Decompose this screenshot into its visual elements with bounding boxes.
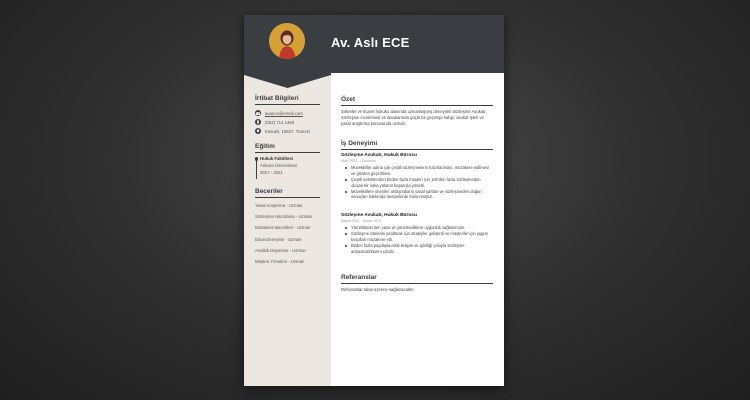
- skills-section-title: Beceriler: [255, 188, 283, 195]
- education-timeline-line: [256, 159, 257, 179]
- job-bullet-list: [345, 225, 493, 255]
- skills-divider: [255, 197, 320, 198]
- job-bullet: Çeşitli sektörlerden birden fazla müşteri için 100'den fazla sözleşmeden oluşan bir vaka yükünü başarıyla yönetti.: [345, 177, 493, 188]
- job-bullet: Yürürlükteki tüm yasa ve yönetmeliklere uygunluk sağlanmıştır.: [345, 225, 493, 231]
- job-bullet: Müvekkiller adına çok çeşitli sözleşmelerin hazırlanması, müzakere edilmesi ve gözden geçirilmesi.: [345, 165, 493, 176]
- skill-item: Yasal Araştırma - Uzman: [255, 203, 303, 208]
- skill-item: Müşteri Yönetimi - Uzman: [255, 259, 305, 264]
- sidebar-chevron-shape: [244, 72, 331, 88]
- contact-address: Kosueli, 19827, Turecki: [265, 128, 310, 134]
- location-pin-icon: [255, 128, 261, 134]
- job-bullet: Müvekkillere önerilen anlaşmaların yasal şartları ve sözleşmeden doğan sonuçları hakkında tavsiyelerde bulunmuştur.: [345, 189, 493, 200]
- skill-item: Analitik Düşünme - Uzman: [255, 248, 306, 253]
- contact-address-row: [255, 128, 310, 134]
- job-title: Sözleşme Avukatı, Hukuk Bürosu: [341, 153, 417, 158]
- skill-item: Sözleşme Hazırlama - Uzman: [255, 214, 313, 219]
- references-divider: [341, 283, 493, 284]
- references-section-title: Referanslar: [341, 274, 377, 281]
- email-icon: [255, 110, 261, 116]
- skill-item: Müzakere Becerileri - Uzman: [255, 225, 311, 230]
- job-bullet: Birden fazla paydaşla etkili iletişim ve işbirliği yoluyla sözleşme anlaşmazlıklarını çözdü.: [345, 243, 493, 254]
- job-title: Sözleşme Avukatı, Hukuk Bürosu: [341, 213, 417, 218]
- education-timeline-dot: [255, 157, 259, 161]
- education-divider: [255, 152, 320, 153]
- resume-name: Av. Aslı ECE: [331, 35, 410, 50]
- contact-email[interactable]: avaece@email.com: [265, 110, 303, 116]
- contact-email-row: [255, 110, 303, 116]
- job-bullet: Sözleşme risklerini azaltmak için stratejiler geliştirdi ve müşteriler için uygun koşulları müzakere etti.: [345, 231, 493, 242]
- job-date: Mayıs 2021 - Şubat 2023: [341, 219, 382, 223]
- contact-divider: [255, 104, 320, 105]
- resume-document: [244, 15, 504, 386]
- phone-icon: [255, 119, 261, 125]
- experience-divider: [341, 149, 493, 150]
- profile-photo: [269, 23, 305, 59]
- education-section-title: Eğitim: [255, 143, 275, 150]
- job-date: Mart 2023 - Günümüz: [341, 159, 376, 163]
- contact-phone: (052) 714 1469: [265, 119, 295, 125]
- references-text: Referanslar talep üzerine sağlanacaktır: [341, 287, 414, 292]
- summary-section-title: Özet: [341, 96, 356, 103]
- skill-item: Dava Deneyimi - Uzman: [255, 237, 302, 242]
- education-years: 2017 - 2021: [260, 170, 283, 175]
- job-bullet-list: [345, 165, 493, 200]
- experience-section-title: İş Deneyimi: [341, 140, 378, 147]
- summary-text: Şirketler ve ticaret hukuku alanında uzmanlaşmış deneyimli Sözleşme Avukatı. Sözleşme incelemesi ve davalarında güçlü bir geçmişe sahip, avukat işleri ve yasal araştırma konusunda uzman.: [341, 109, 487, 126]
- contact-phone-row: [255, 119, 294, 125]
- education-school: Hukuk Fakültesi: [260, 156, 293, 161]
- contact-section-title: İrtibat Bilgileri: [255, 95, 299, 102]
- education-university: Ankara Üniversitesi: [260, 163, 298, 168]
- summary-divider: [341, 105, 493, 106]
